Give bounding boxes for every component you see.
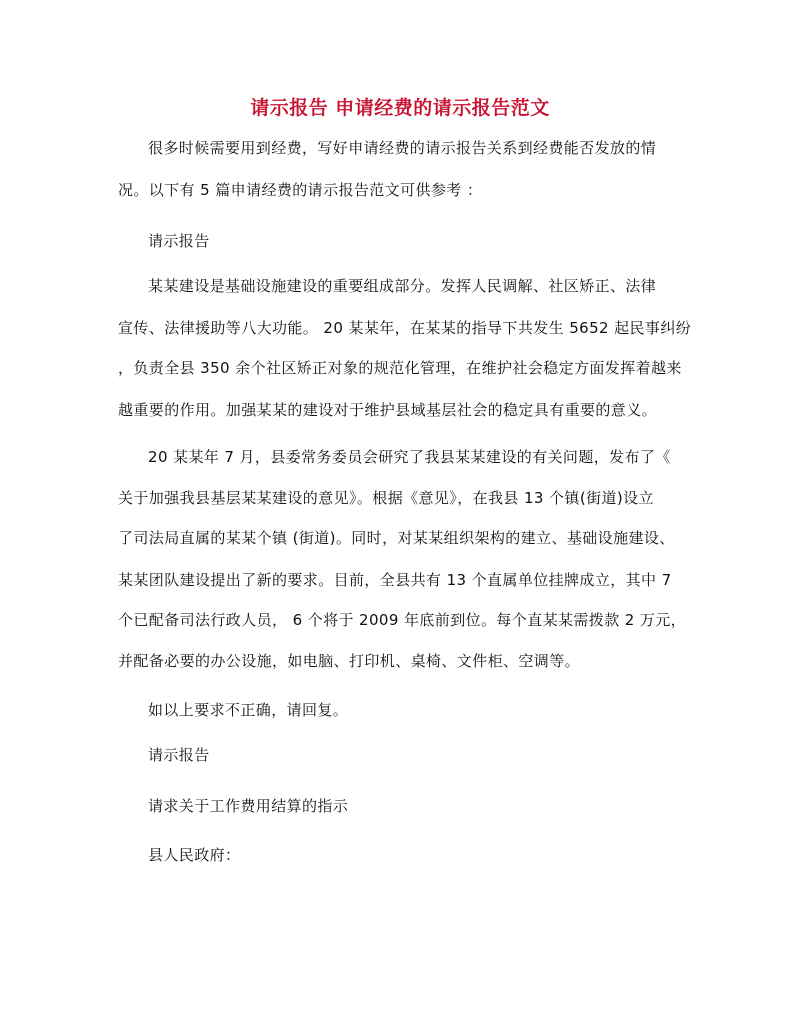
addressee: 县人民政府： xyxy=(148,846,241,864)
paragraph-line: 20 某某年 7 月，县委常务委员会研究了我县某某建设的有关问题，发布了《 xyxy=(148,448,671,466)
document-title: 请示报告 申请经费的请示报告范文 xyxy=(250,97,550,119)
section-heading: 请示报告 xyxy=(148,232,210,250)
paragraph-line: ，负责全县 350 余个社区矫正对象的规范化管理，在维护社会稳定方面发挥着越来 xyxy=(118,359,682,377)
paragraph-line: 某某团队建设提出了新的要求。目前，全县共有 13 个直属单位挂牌成立，其中 7 xyxy=(118,571,672,589)
paragraph-line: 越重要的作用。加强某某的建设对于维护县域基层社会的稳定具有重要的意义。 xyxy=(118,401,658,419)
paragraph-line: 况。以下有 5 篇申请经费的请示报告范文可供参考 ： xyxy=(118,181,483,199)
paragraph-line: 宣传、法律援助等八大功能。 20 某某年，在某某的指导下共发生 5652 起民事纠纷 xyxy=(118,319,692,337)
paragraph-line: 如以上要求不正确，请回复。 xyxy=(148,701,349,719)
paragraph-line: 了司法局直属的某某个镇 (街道)。同时，对某某组织架构的建立、基础设施建设、 xyxy=(118,529,675,547)
section-heading: 请示报告 xyxy=(148,746,210,764)
paragraph-line: 个已配备司法行政人员， 6 个将于 2009 年底前到位。每个直某某需拨款 2 万元， xyxy=(118,611,687,629)
paragraph-line: 关于加强我县基层某某建设的意见》。根据《意见》，在我县 13 个镇(街道)设立 xyxy=(118,489,654,507)
paragraph-line: 并配备必要的办公设施，如电脑、打印机、桌椅、文件柜、空调等。 xyxy=(118,652,581,670)
paragraph-line: 很多时候需要用到经费，写好申请经费的请示报告关系到经费能否发放的情 xyxy=(148,139,657,157)
request-subject: 请求关于工作费用结算的指示 xyxy=(148,797,349,815)
paragraph-line: 某某建设是基础设施建设的重要组成部分。发挥人民调解、社区矫正、法律 xyxy=(148,277,657,295)
